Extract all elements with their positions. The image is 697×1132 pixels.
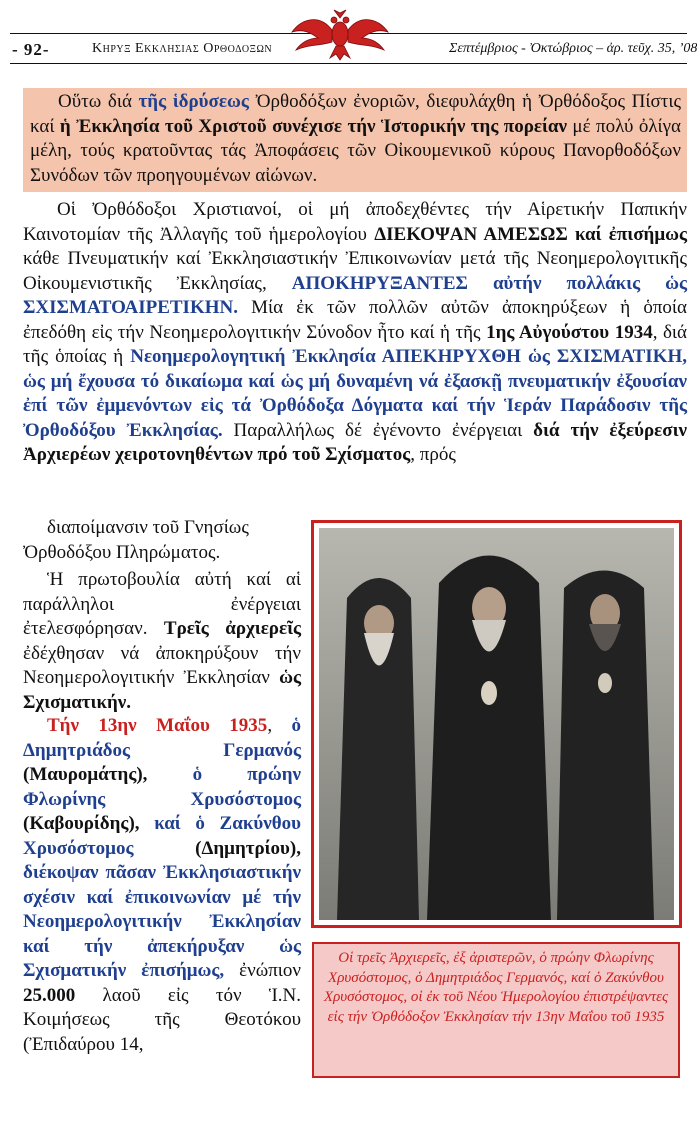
text-run: ἐνώπιον [224,960,301,981]
paragraph-initiative [23,568,301,715]
bishops-photo-image [319,528,674,920]
header-rule-bottom [10,63,687,64]
text-run: Οἱ Ὀρθόδοξοι Χριστιανοί, οἱ μή ἀποδεχθέντες τήν Αἱρετικήν Παπικήν Καινοτομίαν τῆς Ἀλλαγῆς τοῦ ἡμερολογίου [23,199,687,245]
text-run: διαποίμανσιν τοῦ Γνησίως Ὀρθοδόξου Πληρώματος. [23,517,249,563]
text-run: ὁ πρώην Φλωρίνης Χρυσόστομος [23,764,301,810]
text-run: μέ πολύ ὀλίγα μέλη, τούς κρατοῦντας τάς Ἀποφάσεις τῶν Οἰκουμενικοῦ κύρους Πανορθοδόξων Συνόδων τῶν προηγουμένων αἰώνων. [30,115,681,186]
page-number: - 92- [12,40,50,59]
text-run: Οὕτω διά [58,91,139,112]
publication-title: Κηρυξ Εκκλησιας Ορθοδοξων [92,41,273,56]
text-run: Μία ἐκ τῶν πολλῶν αὐτῶν ἀποκηρύξεων ἡ ὁποία ἐπεδόθη εἰς τήν Νεοημερολογιτικήν Σύνοδον ἦτο καί ἡ τῆς [23,297,687,343]
page-header [0,0,697,60]
text-run: ὁ Δημητριάδος Γερμανός [23,715,301,761]
text-run: ἐδέχθησαν νά ἀποκηρύξουν τήν Νεοημερολογιτικήν Ἐκκλησίαν [23,642,301,688]
text-run: διέκοψαν πᾶσαν Ἐκκλησιαστικήν σχέσιν καί ἐπικοινωνίαν μέ τήν Νεοημερολογιτικήν Ἐκκλησίαν καί τήν ἀπεκήρυξαν ὡς Σχισματικήν ἐπισήμως, [23,862,301,981]
three-bishops-photo [319,528,674,920]
text-run: κάθε Πνευματικήν καί Ἐκκλησιαστικήν Ἐπικοινωνίαν μετά τῆς Νεοημερολογιτικῆς Οἰκουμενιστικῆς Ἐκκλησίας, [23,248,687,294]
text-run: , διά τῆς ὁποίας ἡ [23,321,687,367]
text-run: Τρεῖς ἀρχιερεῖς [163,618,301,639]
double-headed-eagle-icon [290,4,390,62]
paragraph-may-1935 [23,714,301,1057]
text-run: λαοῦ εἰς τόν Ἱ.Ν. Κοιμήσεως τῆς Θεοτόκου (Ἐπιδαύρου 14, [23,984,301,1055]
text-run: 1ης Αὐγούστου 1934 [486,321,653,343]
text-run: , πρός [410,444,456,465]
text-run: τῆς ἱδρύσεως [138,91,249,112]
paragraph-schism [23,198,687,468]
text-run: Τήν 13ην Μαΐου 1935 [47,715,268,736]
text-run: (Μαυρομάτης), [23,764,193,785]
text-run: διά τήν ἐξεύρεσιν Ἀρχιερέων χειροτονηθέντων πρό τοῦ Σχίσματος [23,419,688,465]
text-run: (Δημητρίου), [133,837,301,859]
text-run: καί ὁ Ζακύνθου Χρυσόστομος [23,813,301,859]
text-run: (Καβουρίδης), [23,813,155,834]
text-run: Ἡ πρωτοβουλία αὐτή καί αἱ παράλληλοι ἐνέργειαι ἐτελεσφόρησαν. [23,569,301,639]
photo-frame [311,520,682,928]
text-run: Ὀρθοδόξων ἐνοριῶν, διεφυλάχθη ἡ Ὀρθόδοξος Πίστις καί [30,91,681,137]
issue-date: Σεπτέμβριος - Ὀκτώβριος – ἀρ. τεῦχ. 35, ’08 [449,41,697,56]
text-run: ΑΠΟΚΗΡΥΞΑΝΤΕΣ αὐτήν πολλάκις ὡς ΣΧΙΣΜΑΤΟΑΙΡΕΤΙΚΗΝ. [23,272,687,318]
text-run: ἡ Ἐκκλησία τοῦ Χριστοῦ συνέχισε τήν Ἱστορικήν της πορείαν [59,115,567,137]
text-run: ὡς Σχισματικήν. [23,667,301,713]
text-run: 25.000 [23,984,76,1006]
paragraph-pastoral [23,516,301,565]
paragraph-intro [30,90,681,188]
photo-caption: Οἱ τρεῖς Ἀρχιερεῖς, ἐξ ἀριστερῶν, ὁ πρώην Φλωρίνης Χρυσόστομος, ὁ Δημητριάδος Γερμανός, καί ὁ Ζακύνθου Χρυσόστομος, οἱ ἐκ τοῦ Νέου Ἡμερολογίου ἐπιστρέψαντες εἰς τήν Ὀρθόδοξον Ἐκκλησίαν τήν 13ην Μαΐου τοῦ 1935 [312,942,680,1078]
text-run: Παραλλήλως δέ ἐγένοντο ἐνέργειαι [222,419,534,441]
text-run: Νεοημερολογητική Ἐκκλησία ΑΠΕΚΗΡΥΧΘΗ ὡς ΣΧΙΣΜΑΤΙΚΗ, ὡς μή ἔχουσα τό δικαίωμα καί ὡς μή δυναμένη νά ἐξασκῇ πνευματικήν ἐξουσίαν ἐπί τῶν ἐμμενόντων εἰς τά Ὀρθόδοξα Δόγματα καί τήν Ἱεράν Παράδοσιν τῆς Ὀρθοδόξου Ἐκκλησίας. [23,346,687,441]
text-run: , [267,715,292,736]
text-run: ΔΙΕΚΟΨΑΝ ΑΜΕΣΩΣ καί ἐπισήμως [374,223,687,245]
